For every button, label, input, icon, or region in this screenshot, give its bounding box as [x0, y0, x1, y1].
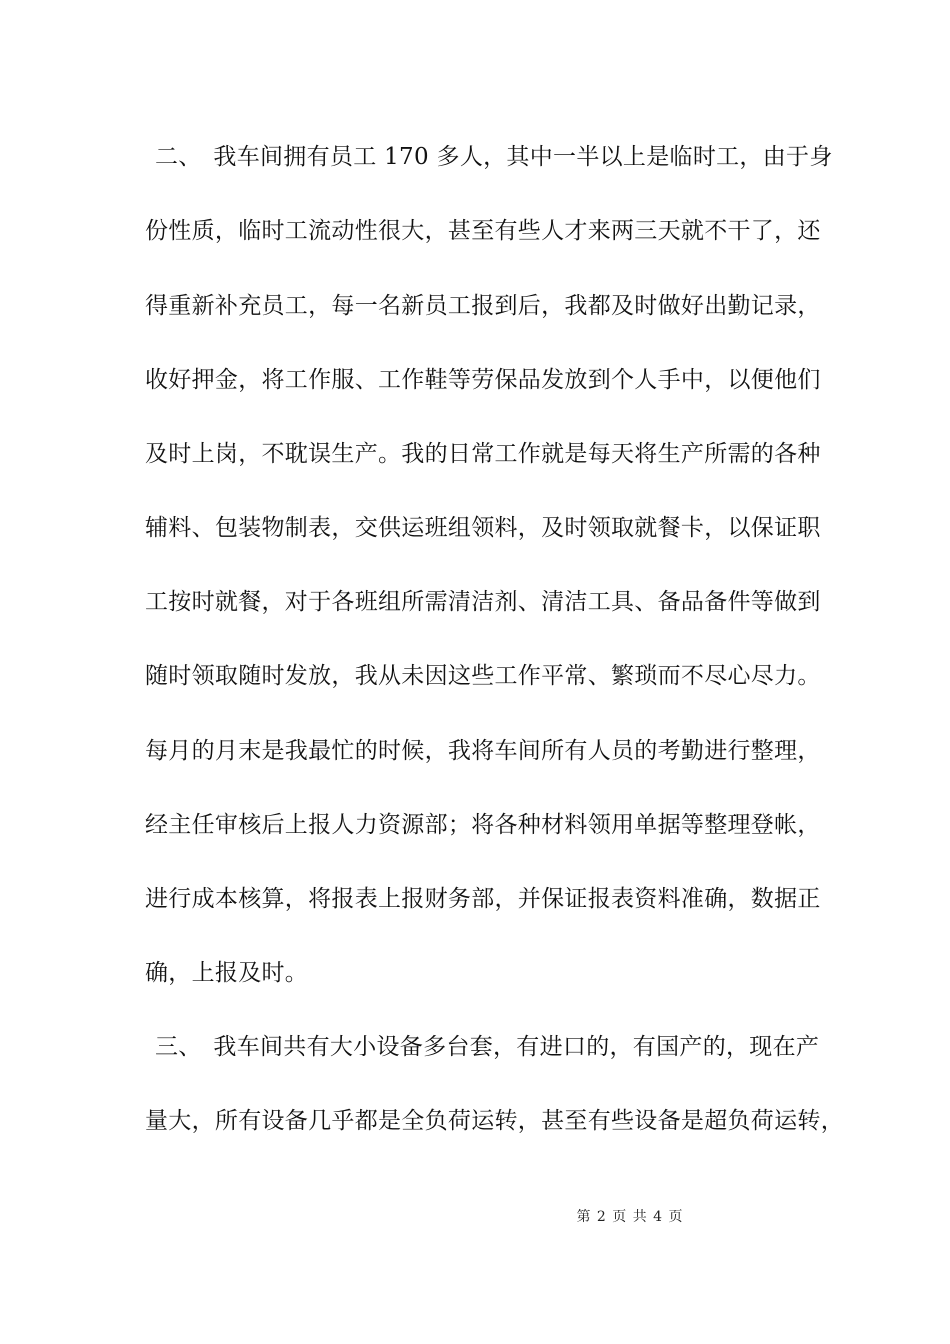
text-line-14: 量大，所有设备几乎都是全负荷运转，甚至有些设备是超负荷运转，	[145, 1108, 844, 1134]
page-footer	[0, 1208, 950, 1226]
text-line-3: 得重新补充员工，每一名新员工报到后，我都及时做好出勤记录，	[145, 293, 821, 319]
text-line-1: 二、 我车间拥有员工 170 多人，其中一半以上是临时工，由于身	[155, 144, 833, 170]
text-line-2: 份性质，临时工流动性很大，甚至有些人才来两三天就不干了，还	[145, 218, 821, 244]
text-line-4: 收好押金，将工作服、工作鞋等劳保品发放到个人手中，以便他们	[145, 367, 821, 393]
text-line-10: 经主任审核后上报人力资源部；将各种材料领用单据等整理登帐，	[145, 812, 821, 838]
text-line-13: 三、 我车间共有大小设备多台套，有进口的，有国产的，现在产	[155, 1034, 820, 1060]
text-line-6: 辅料、包装物制表，交供运班组领料，及时领取就餐卡，以保证职	[145, 515, 821, 541]
text-line-11: 进行成本核算，将报表上报财务部，并保证报表资料准确，数据正	[145, 886, 821, 912]
text-line-8: 随时领取随时发放，我从未因这些工作平常、繁琐而不尽心尽力。	[145, 663, 821, 689]
text-line-12: 确，上报及时。	[145, 960, 309, 986]
text-line-7: 工按时就餐，对于各班组所需清洁剂、清洁工具、备品备件等做到	[145, 589, 821, 615]
page-number: 第 2 页 共 4 页	[576, 1209, 684, 1225]
text-line-5: 及时上岗，不耽误生产。我的日常工作就是每天将生产所需的各种	[145, 441, 821, 467]
text-line-9: 每月的月末是我最忙的时候，我将车间所有人员的考勤进行整理，	[145, 738, 821, 764]
